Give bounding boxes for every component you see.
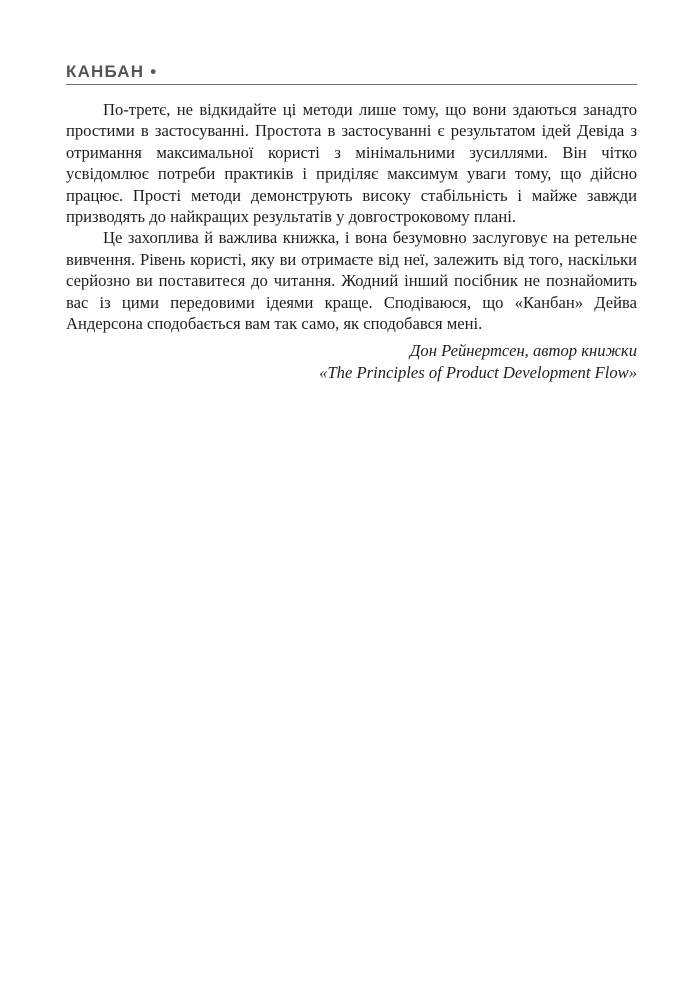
header-rule [66, 84, 637, 85]
attribution-book: «The Principles of Product Development Flow» [319, 362, 637, 382]
running-header-title [66, 61, 157, 83]
paragraph-2: Це захоплива й важлива книжка, і вона безумовно заслуговує на ретельне вивчення. Рівень користі, яку ви отримаєте від неї, залежить від того, наскільки серйозно ви поставитеся до читання. Жодний інший посібник не познайомить вас із цими передовими ідеями краще. Сподіваюся, що «Канбан» Дейва Андерсона сподобається вам так само, як сподобався мені. [66, 228, 637, 334]
bullet-icon: • [150, 62, 158, 81]
running-header-text: КАНБАН [66, 62, 145, 81]
attribution-author: Дон Рейнертсен, автор книжки [409, 341, 637, 361]
paragraph-1: По-третє, не відкидайте ці методи лише тому, що вони здаються занадто простими в застосуванні. Простота в застосуванні є результатом ідей Девіда з отримання максимальної користі з мінімальними зусиллями. Він чітко усвідомлює потреби практиків і приділяє максимум уваги тому, що дійсно працює. Прості методи демонструють високу стабільність і майже завжди призводять до найкращих результатів у довгостроковому плані. [66, 100, 637, 227]
attribution [66, 340, 637, 383]
body-text [66, 99, 637, 383]
running-header [66, 61, 637, 91]
